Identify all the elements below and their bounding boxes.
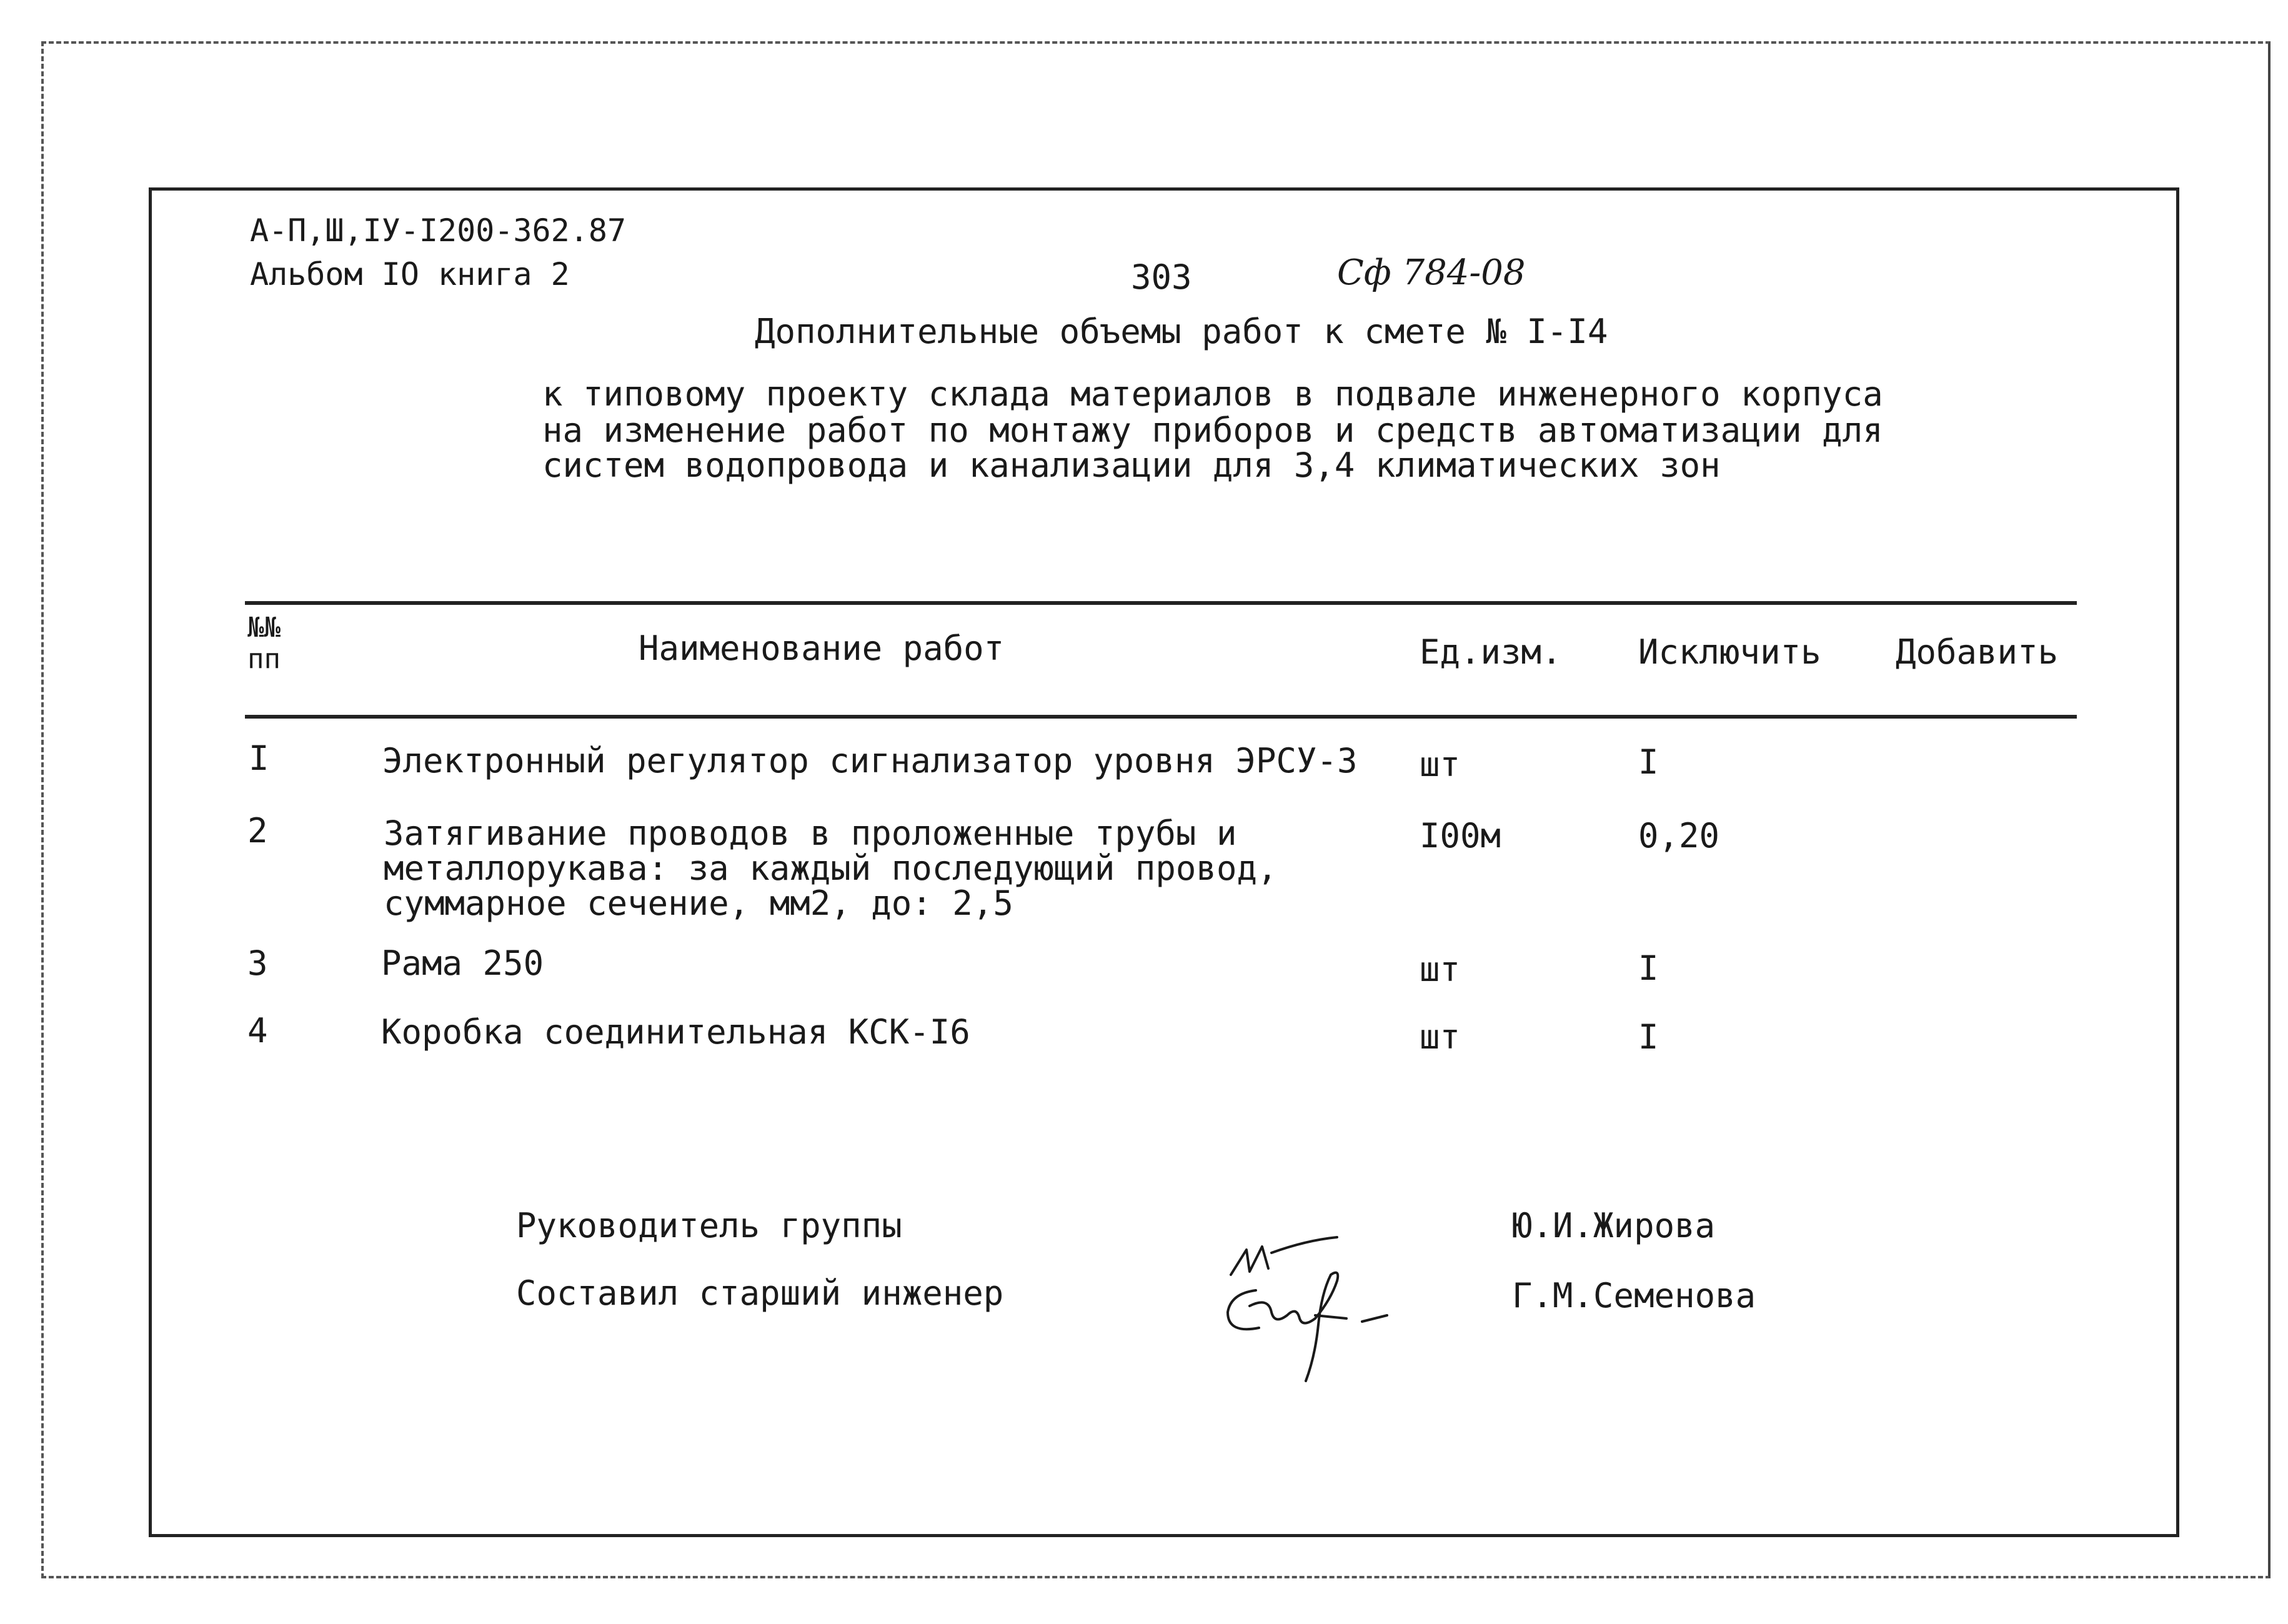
row-4-exclude: I — [1638, 1017, 1659, 1057]
row-1-name: Электронный регулятор сигнализатор уровня ЭРСУ-3 — [382, 741, 1358, 780]
subtitle-line-1: к типовому проекту склада материалов в подвале инженерного корпуса — [542, 374, 1883, 414]
row-3-unit: шт — [1420, 950, 1461, 989]
document-title: Дополнительные объемы работ к смете № I-I4 — [755, 312, 1608, 351]
row-4-unit: шт — [1420, 1017, 1461, 1057]
subtitle-line-2: на изменение работ по монтажу приборов и средств автоматизации для — [542, 411, 1883, 450]
handwritten-stamp: Сф 784-08 — [1337, 252, 1526, 293]
signature-role-1: Руководитель группы — [516, 1206, 902, 1245]
row-4-num: 4 — [247, 1011, 268, 1050]
row-1-exclude: I — [1638, 742, 1659, 782]
header-exclude: Исключить — [1638, 632, 1821, 672]
page-number: 303 — [1131, 257, 1192, 297]
table-header-rule — [245, 715, 2077, 719]
row-1-num: I — [249, 739, 269, 778]
header-unit: Ед.изм. — [1420, 632, 1562, 672]
row-4-name: Коробка соединительная КСК-I6 — [381, 1012, 970, 1052]
row-3-name: Рама 250 — [381, 944, 544, 983]
row-2-unit: I00м — [1420, 816, 1501, 855]
table-top-rule — [245, 601, 2077, 605]
row-1-unit: шт — [1420, 745, 1461, 784]
signature-person-1: Ю.И.Жирова — [1512, 1206, 1716, 1245]
row-2-num: 2 — [247, 811, 268, 850]
signature-person-2: Г.М.Семенова — [1512, 1276, 1756, 1315]
handwritten-signature — [1212, 1225, 1475, 1393]
header-num: №№ пп — [247, 612, 281, 675]
row-2-name: Затягивание проводов в проложенные трубы и металлорукава: за каждый последующий провод, суммарное сечение, мм2, до: 2,5 — [384, 814, 1278, 923]
album-label: Альбом IO книга 2 — [250, 256, 570, 292]
document-code: А-П,Ш,ІУ-І200-362.87 — [250, 212, 627, 249]
row-2-exclude: 0,20 — [1638, 816, 1720, 855]
row-3-num: 3 — [247, 944, 268, 983]
header-add: Добавить — [1896, 632, 2059, 672]
signature-role-2: Составил старший инженер — [516, 1273, 1004, 1313]
subtitle-line-3: систем водопровода и канализации для 3,4 климатических зон — [542, 446, 1721, 485]
row-3-exclude: I — [1638, 949, 1659, 988]
header-name: Наименование работ — [639, 629, 1005, 668]
